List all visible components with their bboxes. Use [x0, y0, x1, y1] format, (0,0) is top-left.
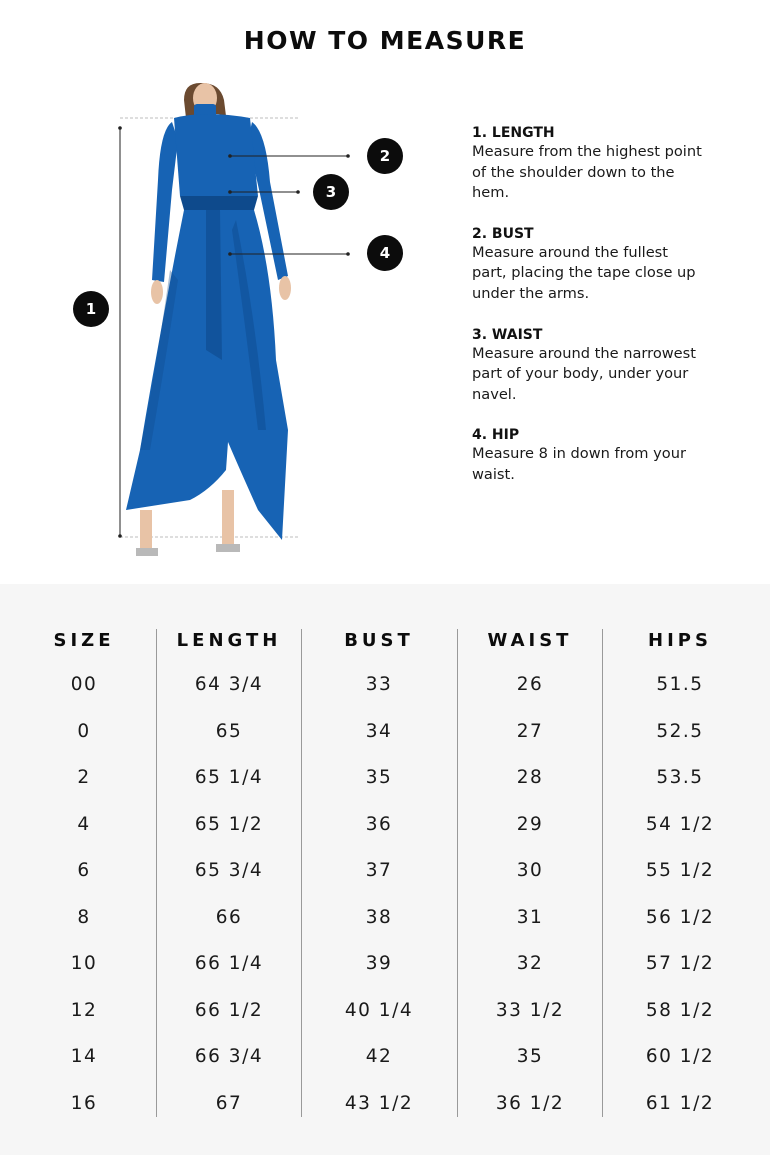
- cell-hips: 61 1/2: [645, 1092, 715, 1114]
- cell-length: 65 1/2: [194, 813, 264, 835]
- cell-hips: 58 1/2: [645, 999, 715, 1021]
- badge-bust: 2: [367, 138, 403, 174]
- cell-size: 00: [70, 674, 98, 695]
- instruction-line: part of your body, under your: [472, 365, 689, 383]
- cell-bust: 39: [365, 953, 393, 974]
- cell-bust: 38: [365, 906, 393, 928]
- cell-bust: 42: [365, 1046, 393, 1067]
- column-divider: [301, 629, 302, 1117]
- model-dress-illustration: [60, 70, 420, 570]
- column-header-waist: WAIST: [487, 630, 573, 651]
- cell-bust: 33: [365, 674, 393, 695]
- column-header-length: LENGTH: [176, 630, 282, 651]
- instruction-line: under the arms.: [472, 284, 590, 302]
- instruction-hip: [472, 426, 732, 485]
- cell-length: 64 3/4: [194, 674, 264, 695]
- cell-bust: 34: [365, 720, 393, 742]
- cell-size: 12: [70, 999, 98, 1021]
- cell-bust: 43 1/2: [344, 1092, 414, 1114]
- cell-bust: 35: [365, 767, 393, 788]
- instruction-line: of the shoulder down to the: [472, 163, 675, 181]
- column-header-size: SIZE: [53, 630, 115, 651]
- cell-hips: 57 1/2: [645, 953, 715, 974]
- cell-waist: 28: [516, 767, 544, 788]
- instruction-bust: [472, 225, 732, 305]
- column-divider: [602, 629, 603, 1117]
- instruction-line: navel.: [472, 385, 517, 403]
- cell-waist: 31: [516, 906, 544, 928]
- cell-length: 65 1/4: [194, 767, 264, 788]
- column-divider: [156, 629, 157, 1117]
- cell-length: 67: [215, 1092, 243, 1114]
- badge-length: 1: [73, 291, 109, 327]
- cell-size: 2: [77, 767, 91, 788]
- cell-waist: 35: [516, 1046, 544, 1067]
- cell-length: 65: [215, 720, 243, 742]
- cell-waist: 26: [516, 674, 544, 695]
- instruction-title: 3. WAIST: [472, 326, 543, 343]
- measurement-figure: [60, 70, 420, 570]
- instruction-line: waist.: [472, 465, 515, 483]
- instruction-title: 1. LENGTH: [472, 125, 555, 141]
- page-title: HOW TO MEASURE: [243, 26, 527, 55]
- cell-hips: 54 1/2: [645, 813, 715, 835]
- cell-hips: 51.5: [656, 674, 704, 695]
- cell-length: 66 1/4: [194, 953, 264, 974]
- column-header-bust: BUST: [344, 630, 414, 651]
- cell-size: 14: [70, 1046, 98, 1067]
- instruction-title: 4. HIP: [472, 427, 520, 444]
- size-chart-table: [0, 584, 770, 1155]
- column-divider: [457, 629, 458, 1117]
- cell-size: 6: [77, 860, 91, 881]
- cell-size: 4: [77, 813, 91, 835]
- cell-waist: 29: [516, 813, 544, 835]
- instruction-length: [472, 124, 732, 204]
- cell-waist: 30: [516, 860, 544, 881]
- column-header-hips: HIPS: [648, 630, 712, 651]
- cell-size: 16: [70, 1092, 98, 1114]
- instruction-line: Measure around the fullest: [472, 243, 669, 261]
- cell-waist: 33 1/2: [495, 999, 565, 1021]
- cell-bust: 37: [365, 860, 393, 881]
- cell-bust: 40 1/4: [344, 999, 414, 1021]
- cell-size: 8: [77, 906, 91, 928]
- cell-size: 0: [77, 720, 91, 742]
- instruction-line: Measure 8 in down from your: [472, 445, 686, 463]
- cell-hips: 60 1/2: [645, 1046, 715, 1067]
- cell-hips: 52.5: [656, 720, 704, 742]
- cell-length: 66: [215, 906, 243, 928]
- instruction-line: Measure around the narrowest: [472, 344, 696, 362]
- cell-hips: 56 1/2: [645, 906, 715, 928]
- cell-length: 66 3/4: [194, 1046, 264, 1067]
- cell-hips: 53.5: [656, 767, 704, 788]
- cell-length: 65 3/4: [194, 860, 264, 881]
- instruction-waist: [472, 326, 732, 406]
- cell-waist: 32: [516, 953, 544, 974]
- cell-bust: 36: [365, 813, 393, 835]
- cell-hips: 55 1/2: [645, 860, 715, 881]
- badge-waist: 3: [313, 174, 349, 210]
- instruction-line: Measure from the highest point: [472, 143, 702, 160]
- instruction-line: part, placing the tape close up: [472, 264, 696, 282]
- cell-size: 10: [70, 953, 98, 974]
- instruction-title: 2. BUST: [472, 225, 534, 242]
- cell-waist: 36 1/2: [495, 1092, 565, 1114]
- badge-hip: 4: [367, 235, 403, 271]
- cell-waist: 27: [516, 720, 544, 742]
- cell-length: 66 1/2: [194, 999, 264, 1021]
- instruction-line: hem.: [472, 184, 510, 202]
- measure-instructions: [472, 124, 732, 507]
